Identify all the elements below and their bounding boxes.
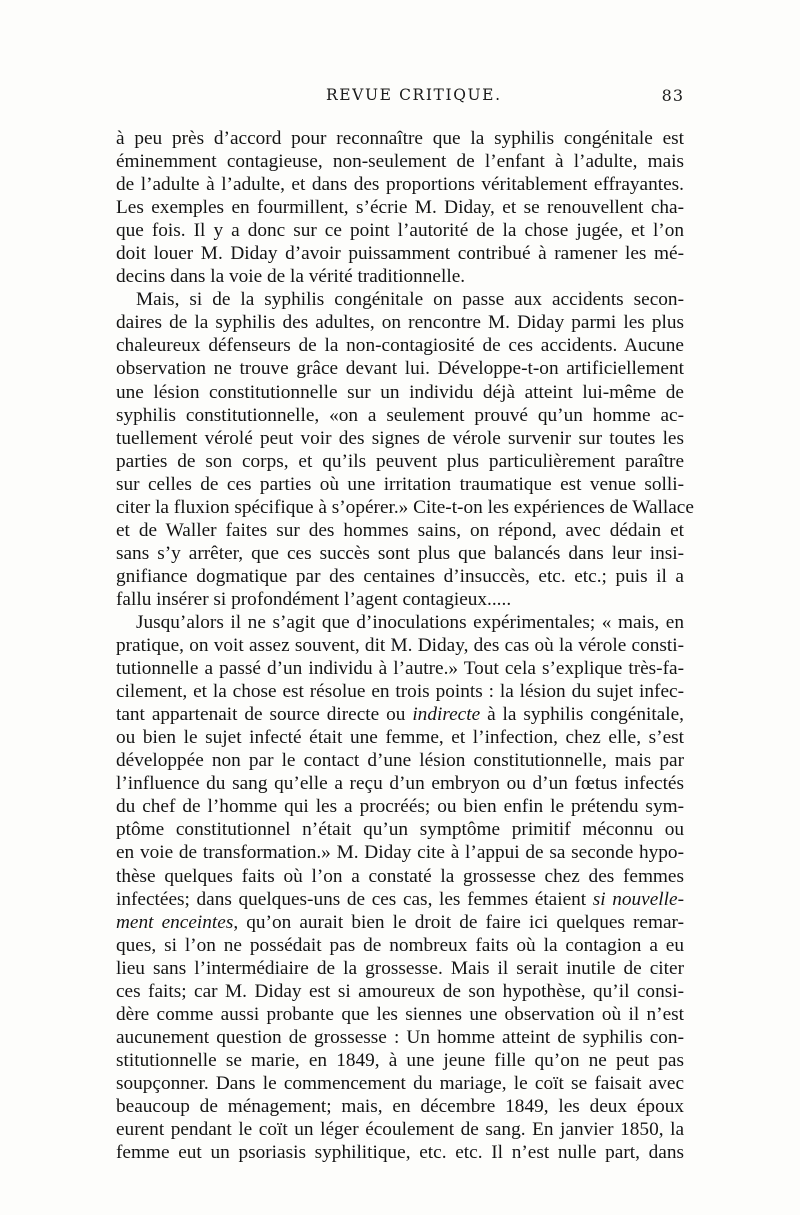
text-line bbox=[116, 357, 684, 380]
line-text-after: , qu’on aurait bien le droit de faire ici quelques remar- bbox=[233, 911, 684, 933]
text-line bbox=[116, 911, 684, 934]
italic-text: si nouvelle- bbox=[592, 888, 684, 910]
line-text: éminemment contagieuse, non-seulement de l’enfant à l’adulte, mais bbox=[116, 151, 684, 173]
italic-text: indirecte bbox=[412, 704, 481, 726]
text-line bbox=[116, 334, 684, 357]
text-line bbox=[116, 680, 684, 703]
text-line bbox=[116, 841, 684, 864]
text-line bbox=[116, 980, 684, 1003]
text-line bbox=[116, 381, 684, 404]
text-line bbox=[116, 795, 684, 818]
line-text: dère comme aussi probante que les siennes une observation où il n’est bbox=[116, 1003, 684, 1025]
line-text: développée non par le contact d’une lésion constitutionnelle, mais par bbox=[116, 750, 684, 772]
line-text: Les exemples en fourmillent, s’écrie M. Diday, et se renouvellent cha- bbox=[116, 197, 684, 219]
page-header bbox=[116, 86, 684, 110]
line-text-after: à la syphilis congénitale, bbox=[480, 704, 684, 726]
text-line bbox=[116, 404, 684, 427]
line-text: observation ne trouve grâce devant lui. Développe-t-on artificiellement bbox=[116, 358, 684, 380]
text-line bbox=[116, 1049, 684, 1072]
line-text: aucunement question de grossesse : Un homme atteint de syphilis con- bbox=[116, 1026, 684, 1048]
text-line bbox=[116, 611, 684, 634]
text-line bbox=[116, 127, 684, 150]
text-line bbox=[116, 634, 684, 657]
text-line bbox=[116, 1003, 684, 1026]
line-text: citer la fluxion spécifique à s’opérer.» Cite-t-on les expériences de Wallace bbox=[116, 496, 694, 518]
text-line bbox=[116, 450, 684, 473]
text-line bbox=[116, 311, 684, 334]
line-text: ou bien le sujet infecté était une femme, et l’infection, chez elle, s’est bbox=[116, 727, 684, 749]
line-text: une lésion constitutionnelle sur un individu déjà atteint lui-même de bbox=[116, 381, 684, 403]
text-line bbox=[116, 473, 684, 496]
text-line bbox=[116, 888, 684, 911]
line-text: que fois. Il y a donc sur ce point l’autorité de la chose jugée, et l’on bbox=[116, 220, 684, 242]
line-text: ques, si l’on ne possédait pas de nombreux faits où la contagion a eu bbox=[116, 934, 684, 956]
line-text: de l’adulte à l’adulte, et dans des proportions véritablement effrayantes. bbox=[116, 174, 684, 196]
line-text: ptôme constitutionnel n’était qu’un symptôme primitif méconnu ou bbox=[116, 819, 684, 841]
line-text: sans s’y arrêter, que ces succès sont plus que balancés dans leur insi- bbox=[116, 542, 684, 564]
line-text: stitutionnelle se marie, en 1849, à une jeune fille qu’on ne peut pas bbox=[116, 1049, 684, 1071]
text-line bbox=[116, 703, 684, 726]
line-text: thèse quelques faits où l’on a constaté la grossesse chez des femmes bbox=[116, 865, 684, 887]
text-line bbox=[116, 173, 684, 196]
line-text: syphilis constitutionnelle, «on a seulement prouvé qu’un homme ac- bbox=[116, 404, 684, 426]
italic-text: ment enceintes bbox=[116, 911, 234, 933]
text-line bbox=[116, 542, 684, 565]
text-line bbox=[116, 934, 684, 957]
text-line bbox=[116, 657, 684, 680]
line-text: en voie de transformation.» M. Diday cite à l’appui de sa seconde hypo- bbox=[116, 842, 684, 864]
line-text: beaucoup de ménagement; mais, en décembre 1849, les deux époux bbox=[116, 1095, 684, 1117]
text-line bbox=[116, 219, 684, 242]
line-text: eurent pendant le coït un léger écoulement de sang. En janvier 1850, la bbox=[116, 1119, 684, 1141]
line-text: cilement, et la chose est résolue en trois points : la lésion du sujet infec- bbox=[116, 681, 684, 703]
line-text: femme eut un psoriasis syphilitique, etc. etc. Il n’est nulle part, dans bbox=[116, 1142, 684, 1164]
line-text: à peu près d’accord pour reconnaître que la syphilis congénitale est bbox=[116, 128, 684, 149]
text-line bbox=[116, 242, 684, 265]
text-line bbox=[116, 427, 684, 450]
line-text: parties de son corps, et qu’ils peuvent plus particulièrement paraître bbox=[116, 450, 684, 472]
text-line bbox=[116, 818, 684, 841]
line-text: decins dans la voie de la vérité traditionnelle. bbox=[116, 266, 466, 288]
text-line bbox=[116, 1072, 684, 1095]
text-line bbox=[116, 150, 684, 173]
line-text: daires de la syphilis des adultes, on rencontre M. Diday parmi les plus bbox=[116, 312, 684, 334]
text-line bbox=[116, 1118, 684, 1141]
line-text: infectées; dans quelques-uns de ces cas, les femmes étaient bbox=[116, 888, 593, 910]
line-text: doit louer M. Diday d’avoir puissamment contribué à ramener les mé- bbox=[116, 243, 684, 265]
line-text: l’influence du sang qu’elle a reçu d’un embryon ou d’un fœtus infectés bbox=[116, 773, 684, 795]
line-text: tutionnelle a passé d’un individu à l’autre.» Tout cela s’explique très-fa- bbox=[116, 658, 684, 680]
line-text: Jusqu’alors il ne s’agit que d’inoculations expérimentales; « mais, en bbox=[136, 611, 684, 633]
text-line bbox=[116, 519, 684, 542]
line-text: tuellement vérolé peut voir des signes de vérole survenir sur toutes les bbox=[116, 427, 684, 449]
line-text: pratique, on voit assez souvent, dit M. Diday, des cas où la vérole consti- bbox=[116, 635, 684, 657]
text-line bbox=[116, 1026, 684, 1049]
body-text bbox=[116, 127, 694, 1164]
text-line bbox=[116, 749, 684, 772]
line-text: sur celles de ces parties où une irritation traumatique est venue solli- bbox=[116, 473, 684, 495]
text-line bbox=[116, 588, 684, 611]
text-line bbox=[116, 265, 684, 288]
text-line bbox=[116, 726, 684, 749]
line-text: fallu insérer si profondément l’agent contagieux..... bbox=[116, 588, 512, 610]
line-text: du chef de l’homme qui les a procréés; ou bien enfin le prétendu sym- bbox=[116, 796, 684, 818]
page-number: 83 bbox=[661, 86, 684, 105]
line-text: soupçonner. Dans le commencement du mariage, le coït se faisait avec bbox=[116, 1072, 684, 1094]
line-text: gnifiance dogmatique par des centaines d’insuccès, etc. etc.; puis il a bbox=[116, 565, 684, 587]
text-line bbox=[116, 957, 684, 980]
running-title: REVUE CRITIQUE. bbox=[326, 86, 502, 104]
text-line bbox=[116, 288, 684, 311]
text-line bbox=[116, 196, 684, 219]
line-text: et de Waller faites sur des hommes sains, on répond, avec dédain et bbox=[116, 519, 684, 541]
text-line bbox=[116, 865, 684, 888]
line-text: chaleureux défenseurs de la non-contagiosité de ces accidents. Aucune bbox=[116, 335, 684, 357]
text-line bbox=[116, 1141, 684, 1164]
text-line bbox=[116, 1095, 684, 1118]
line-text: Mais, si de la syphilis congénitale on passe aux accidents secon- bbox=[136, 289, 684, 311]
line-text: lieu sans l’intermédiaire de la grossesse. Mais il serait inutile de citer bbox=[116, 957, 684, 979]
line-text: ces faits; car M. Diday est si amoureux de son hypothèse, qu’il consi- bbox=[116, 980, 684, 1002]
text-line bbox=[116, 772, 684, 795]
text-line bbox=[116, 565, 684, 588]
line-text: tant appartenait de source directe ou bbox=[116, 704, 413, 726]
text-line bbox=[116, 496, 694, 519]
